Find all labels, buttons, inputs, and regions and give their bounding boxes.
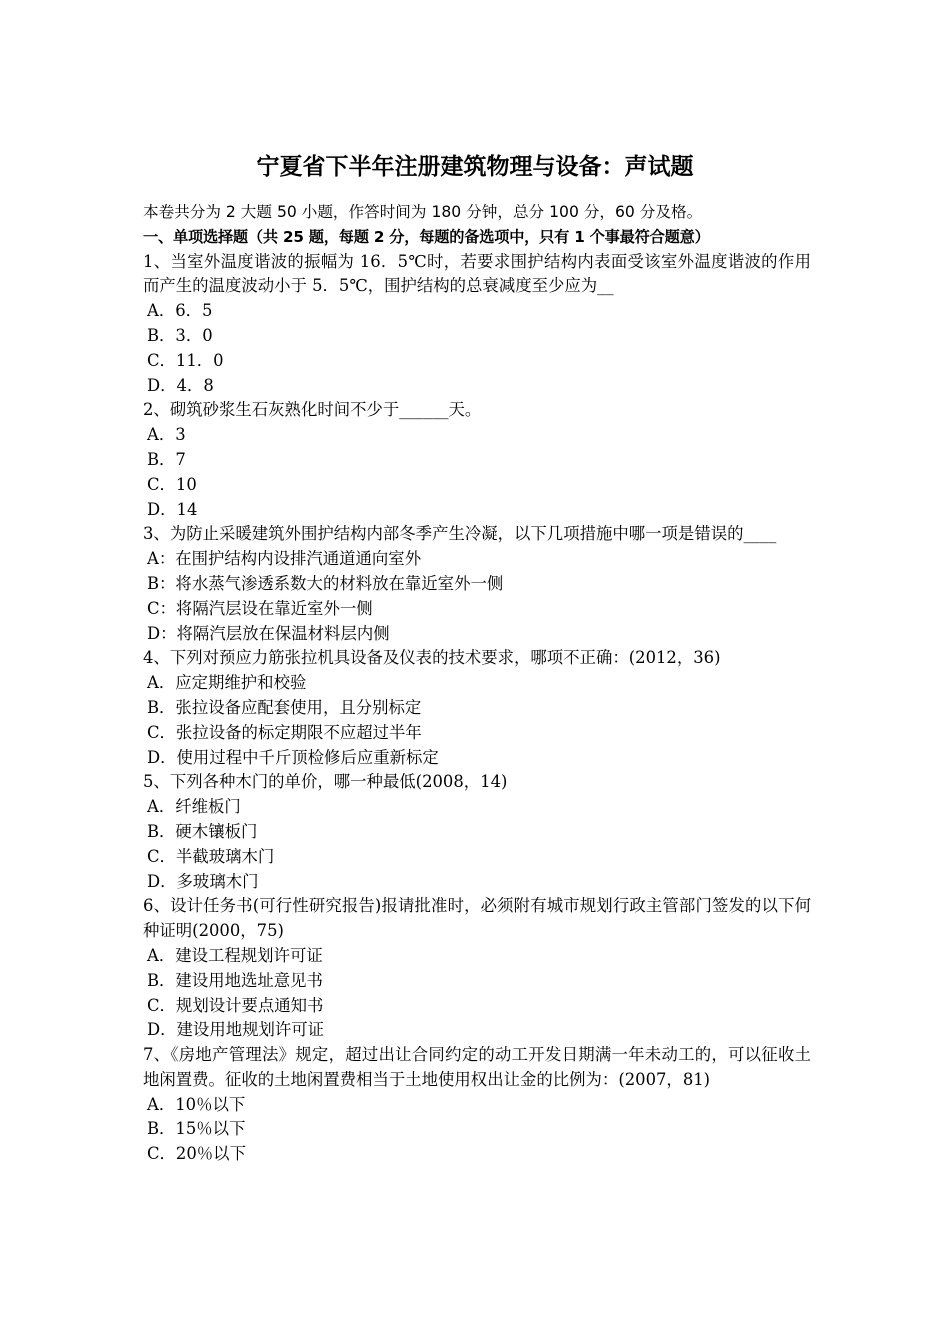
- question-item: [143, 398, 811, 522]
- section-heading: 一、单项选择题（共 25 题，每题 2 分，每题的备选项中，只有 1 个事最符合题意）: [143, 227, 710, 246]
- option-b: B：将水蒸气渗透系数大的材料放在靠近室外一侧: [147, 573, 504, 593]
- option-c: C：将隔汽层设在靠近室外一侧: [147, 598, 373, 618]
- option-a: A．6．5: [147, 301, 213, 321]
- option-d: D．使用过程中千斤顶检修后应重新标定: [147, 747, 439, 767]
- option-c: C．11．0: [147, 350, 224, 370]
- option-a: A．3: [147, 425, 186, 445]
- question-item: [143, 894, 811, 1043]
- option-b: B．硬木镶板门: [147, 821, 258, 841]
- question-item: [143, 522, 811, 646]
- option-a: A．应定期维护和校验: [147, 673, 307, 693]
- option-a: A．纤维板门: [147, 797, 241, 817]
- option-c: C．规划设计要点通知书: [147, 995, 324, 1015]
- exam-intro: 本卷共分为 2 大题 50 小题，作答时间为 180 分钟，总分 100 分，60 分及格。: [143, 203, 703, 221]
- option-c: C．10: [147, 474, 197, 494]
- document-body: [143, 200, 811, 1167]
- question-item: [143, 1043, 811, 1167]
- option-a: A．建设工程规划许可证: [147, 945, 323, 965]
- question-stem: 4、下列对预应力筋张拉机具设备及仪表的技术要求，哪项不正确：(2012，36): [143, 648, 721, 668]
- option-b: B．3．0: [147, 325, 213, 345]
- option-d: D．多玻璃木门: [147, 871, 259, 891]
- question-item: [143, 646, 811, 770]
- option-d: D．14: [147, 499, 198, 519]
- question-stem: 2、砌筑砂浆生石灰熟化时间不少于______天。: [143, 400, 482, 420]
- question-stem: 3、为防止采暖建筑外围护结构内部冬季产生冷凝，以下几项措施中哪一项是错误的____: [143, 524, 777, 544]
- question-stem: 1、当室外温度谐波的振幅为 16．5℃时，若要求围护结构内表面受该室外温度谐波的作用而产生的温度波动小于 5．5℃，围护结构的总衰减度至少应为__: [143, 251, 811, 296]
- question-item: [143, 250, 811, 399]
- document-title: 宁夏省下半年注册建筑物理与设备：声试题: [256, 154, 694, 180]
- option-d: D．4．8: [147, 375, 214, 395]
- option-c: C．半截玻璃木门: [147, 846, 275, 866]
- option-d: D．建设用地规划许可证: [147, 1020, 325, 1040]
- option-a: A：在围护结构内设排汽通道通向室外: [147, 549, 422, 569]
- question-stem: 5、下列各种木门的单价，哪一种最低(2008，14): [143, 772, 508, 792]
- option-b: B．建设用地选址意见书: [147, 970, 323, 990]
- option-b: B．7: [147, 449, 186, 469]
- option-d: D：将隔汽层放在保温材料层内侧: [147, 623, 390, 643]
- option-b: B．15％以下: [147, 1119, 246, 1139]
- option-a: A．10％以下: [147, 1094, 246, 1114]
- question-stem: 6、设计任务书(可行性研究报告)报请批准时，必须附有城市规划行政主管部门签发的以下何种证明(2000，75): [143, 896, 811, 941]
- question-item: [143, 770, 811, 894]
- option-c: C．20％以下: [147, 1144, 246, 1164]
- option-c: C．张拉设备的标定期限不应超过半年: [147, 722, 422, 742]
- option-b: B．张拉设备应配套使用，且分别标定: [147, 697, 422, 717]
- question-stem: 7、《房地产管理法》规定，超过出让合同约定的动工开发日期满一年未动工的，可以征收土地闲置费。征收的土地闲置费相当于土地使用权出让金的比例为：(2007，81): [143, 1045, 811, 1089]
